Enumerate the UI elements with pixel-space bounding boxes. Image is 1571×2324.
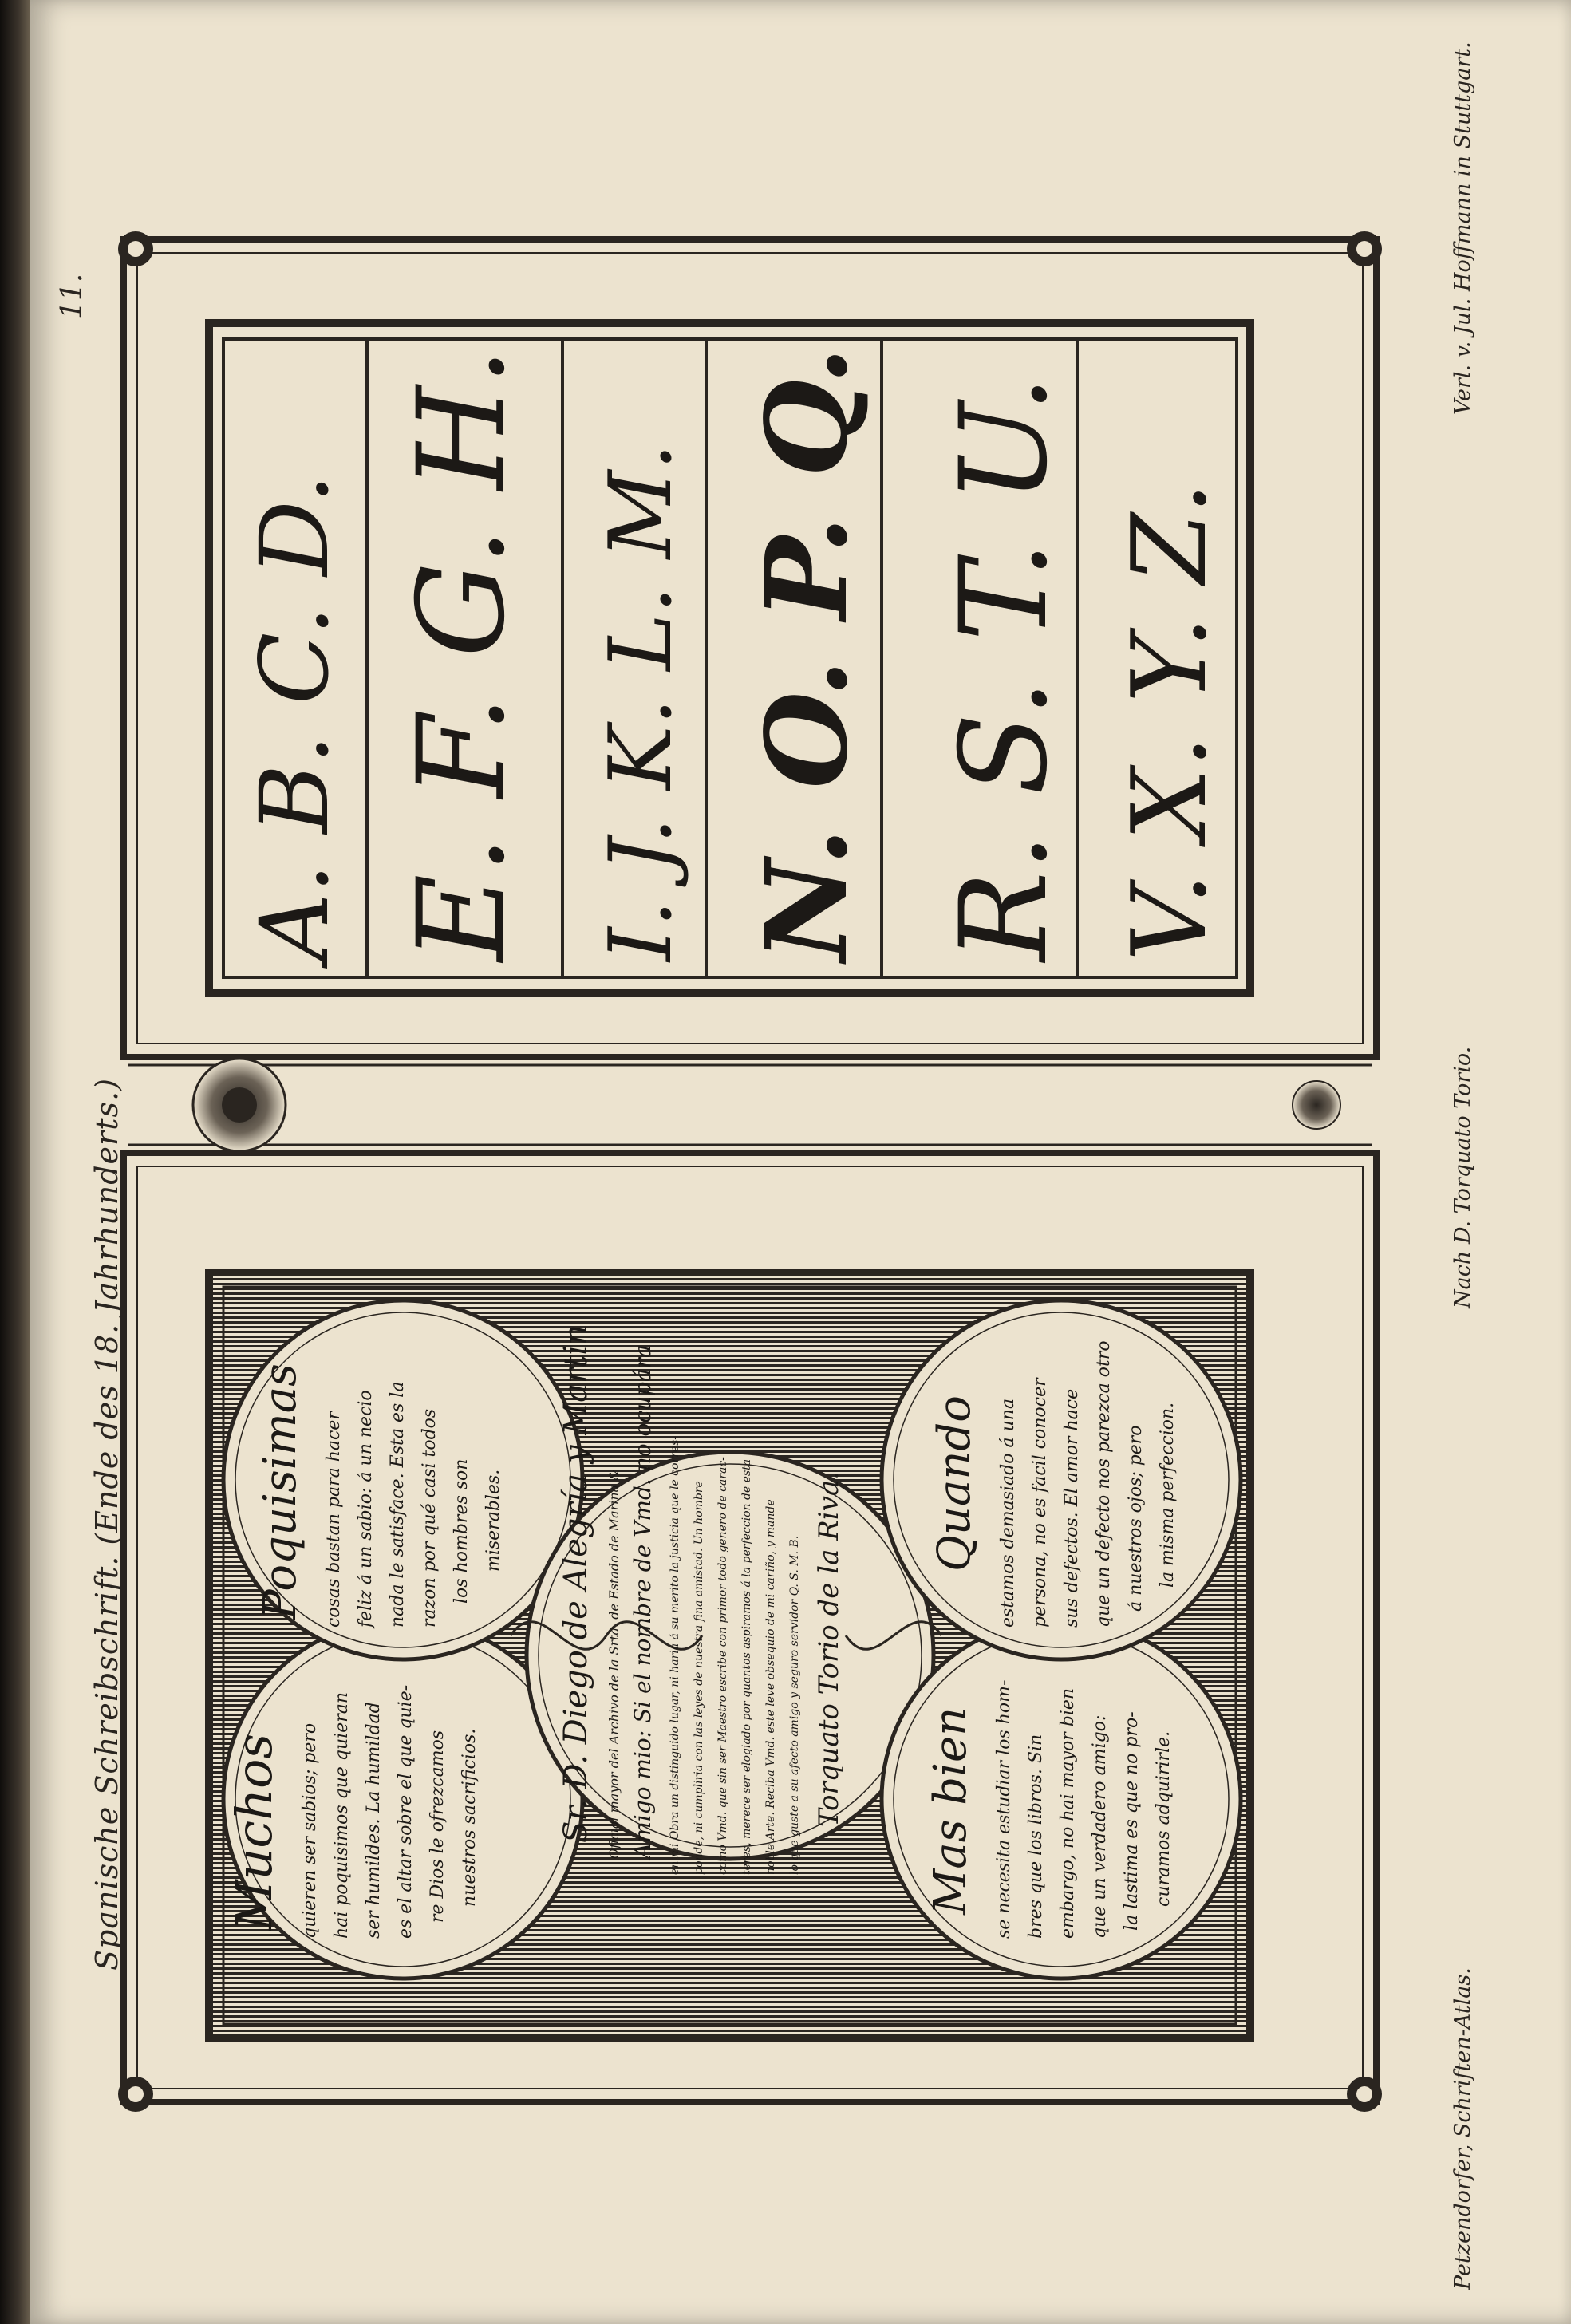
medallion-muchos-line-4: es el altar sobre el que quie-	[396, 1684, 416, 1939]
alphabet-row-3: I. J. K. L. M.	[591, 443, 691, 961]
medallion-mas-bien-line-5: la lastima es que no pro-	[1122, 1711, 1142, 1931]
medallion-mas-bien-heading: Mas bien	[925, 1707, 977, 1915]
alphabet-row-4: N. O. P. Q.	[742, 345, 873, 961]
medallion-letter-line-2: Amigo mio: Si el nombre de Vmd. no ocupára	[630, 1344, 656, 1859]
medallion-mas-bien-line-1: se necesita estudiar los hom-	[994, 1679, 1014, 1939]
medallion-poquisimas-line-3: nada le satisface. Esta es la	[388, 1381, 408, 1628]
medallion-quando-line-2: persona, no es facil conocer	[1030, 1378, 1050, 1628]
footer-publication: Petzendorfer, Schriften-Atlas.	[1451, 1967, 1475, 2290]
medallion-poquisimas-line-6: miserables.	[484, 1469, 503, 1572]
medallion-letter-line-7: noble Arte. Reciba Vmd. este leve obsequio de mi cariño, y mande	[764, 1499, 777, 1875]
medallion-muchos-line-6: nuestros sacrificios.	[460, 1728, 480, 1907]
medallion-muchos-line-3: ser humildes. La humildad	[364, 1702, 384, 1939]
medallion-muchos-heading: Muchos	[225, 1733, 283, 1931]
medallion-quando-line-1: estamos demasiado á una	[998, 1398, 1018, 1628]
medallion-muchos-line-5: re Dios le ofrezcamos	[428, 1730, 448, 1923]
medallion-letter-line-4: ponde, ni cumpliria con las leyes de nuestra fina amistad. Un hombre	[693, 1481, 705, 1875]
medallion-poquisimas-line-5: los hombres son	[452, 1458, 472, 1604]
page-number: 11.	[56, 273, 89, 319]
medallion-mas-bien-line-3: embargo, no hai mayor bien	[1058, 1687, 1078, 1939]
medallion-mas-bien-line-6: curamos adquirirle.	[1154, 1730, 1174, 1907]
alphabet-panel	[209, 323, 1250, 993]
medallion-quando-line-6: la misma perfeccion.	[1158, 1402, 1178, 1588]
medallion-letter-line-1: Oficial mayor del Archivo de la Srta. de Estado de Marina &	[606, 1469, 622, 1859]
footer-source: Nach D. Torquato Torio.	[1451, 1046, 1475, 1308]
alphabet-row-6: V. X. Y. Z.	[1111, 482, 1230, 961]
medallion-mas-bien-line-4: que un verdadero amigo:	[1090, 1714, 1110, 1939]
alphabet-row-2: E. F. G. H.	[393, 347, 531, 961]
medallion-poquisimas-line-1: cosas bastan para hacer	[324, 1411, 344, 1628]
medallion-muchos-line-2: hai poquisimos que quieran	[332, 1691, 352, 1939]
medallion-quando-line-3: sus defectos. El amor hace	[1062, 1388, 1082, 1628]
medallion-muchos-line-1: quieren ser sabios; pero	[300, 1722, 320, 1939]
alphabet-row-5: R. S. T. U.	[935, 375, 1074, 961]
medallion-quando-line-4: que un defecto nos parezca otro	[1094, 1340, 1114, 1628]
medallion-letter-line-5: como Vmd. que sin ser Maestro escribe con primor todo genero de carac-	[716, 1457, 729, 1875]
medallion-quando-heading: Quando	[929, 1395, 981, 1572]
footer-publisher: Verl. v. Jul. Hoffmann in Stuttgart.	[1451, 41, 1475, 415]
medallion-letter-line-8: lo que guste a su afecto amigo y seguro servidor Q. S. M. B.	[788, 1535, 801, 1875]
medallion-letter-line-6: teres, merece ser elogiado por quantos aspiramos á la perfeccion de esta	[740, 1458, 753, 1875]
page-title: Spanische Schreibschrift. (Ende des 18. Jahrhunderts.)	[89, 1078, 124, 1971]
medallion-mas-bien-line-2: bres que los libros. Sin	[1026, 1734, 1046, 1939]
medallion-poquisimas-heading: Poquisimas	[255, 1363, 306, 1620]
alphabet-letters	[239, 346, 1230, 969]
medallion-poquisimas-line-4: razon por qué casi todos	[420, 1408, 440, 1628]
medallion-letter-heading: Sr. D. Diego de Alegría y Martin	[558, 1324, 594, 1843]
medallion-poquisimas-line-2: feliz á un sabio: á un necio	[356, 1390, 376, 1628]
medallion-quando-line-5: á nuestros ojos; pero	[1126, 1425, 1146, 1612]
medallion-letter-line-3: en mi Obra un distinguido lugar, ni haria á su merito la justicia que le corres-	[669, 1435, 681, 1875]
alphabet-row-1: A. B. C. D.	[239, 474, 349, 961]
center-rosette	[112, 1057, 1388, 1153]
medallion-letter-signature: Torquato Torio de la Riva.	[813, 1471, 845, 1827]
